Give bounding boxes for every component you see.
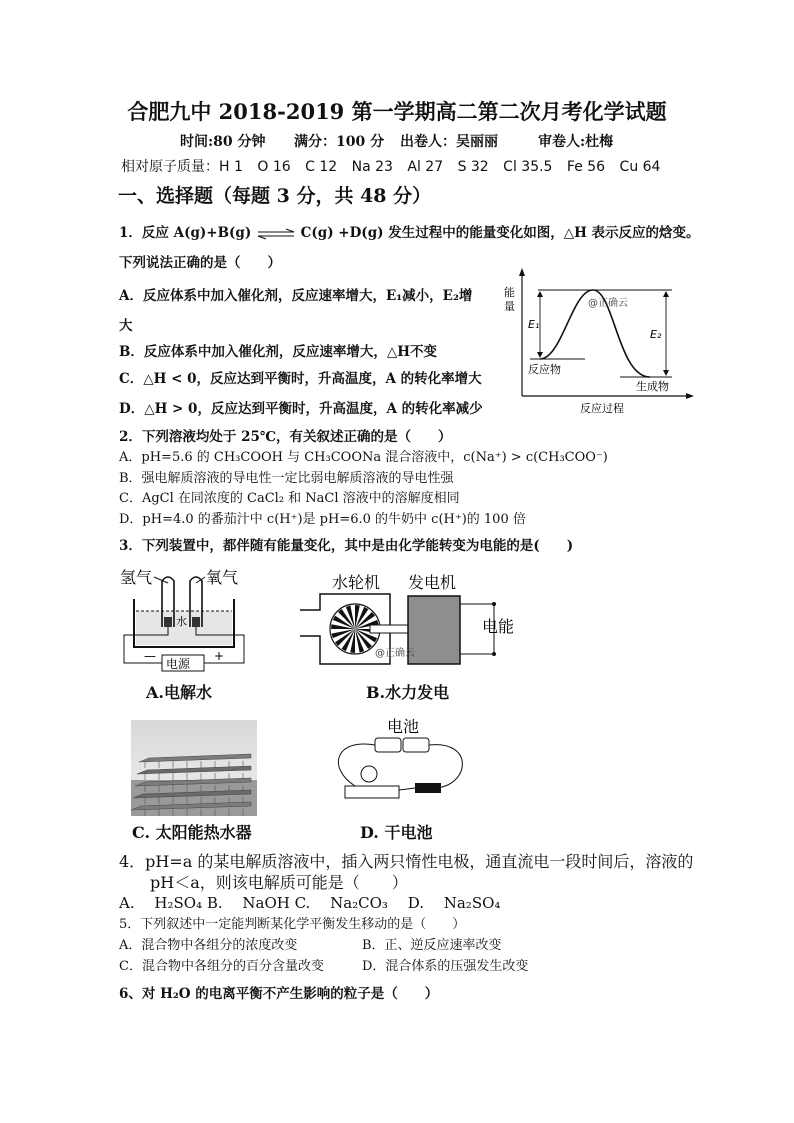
- q1-stem-part1: 1．反应 A(g)+B(g): [119, 225, 252, 241]
- atomic-masses: [121, 156, 670, 176]
- mass-item: S 32: [457, 159, 489, 175]
- section-title: 一、选择题（每题 3 分，共 48 分）: [118, 185, 432, 207]
- equilibrium-arrow-icon: [256, 228, 296, 240]
- exam-reviewer: 审卷人:杜梅: [538, 134, 614, 150]
- q2-option-b: B．强电解质溶液的导电性一定比弱电解质溶液的导电性强: [119, 471, 454, 486]
- fig-d-caption: D. 干电池: [360, 823, 433, 842]
- switch: [415, 783, 441, 793]
- q1-option-c: C．△H < 0，反应达到平衡时，升高温度，A 的转化率增大: [119, 371, 482, 387]
- q2-option-d: D．pH=4.0 的番茄汁中 c(H⁺)是 pH=6.0 的牛奶中 c(H⁺)的 100 倍: [119, 512, 526, 527]
- mass-item: Cl 35.5: [503, 159, 553, 175]
- y-label-2: 量: [504, 300, 515, 313]
- q4-stem: 4．pH=a 的某电解质溶液中，插入两只惰性电极，通直流电一段时间后，溶液的: [119, 852, 694, 871]
- q4-stem2: pH＜a，则该电解质可能是（ ）: [150, 873, 408, 892]
- q5-option-a: A．混合物中各组分的浓度改变: [119, 938, 298, 953]
- fig-b-caption: B.水力发电: [366, 683, 450, 702]
- e1-arrow-tail-icon: [537, 352, 543, 358]
- q6-stem: 6、对 H₂O 的电离平衡不产生影响的粒子是（ ）: [119, 986, 439, 1002]
- terminal-top: [492, 602, 496, 606]
- q4-options: A. H₂SO₄ B. NaOH C. Na₂CO₃ D. Na₂SO₄: [119, 894, 501, 912]
- exam-title: 合肥九中 2018-2019 第一学期高二第二次月考化学试题: [127, 99, 667, 124]
- generator-label: 发电机: [408, 573, 457, 592]
- q2-option-c: C．AgCl 在同浓度的 CaCl₂ 和 NaCl 溶液中的溶解度相同: [119, 491, 460, 506]
- mass-item: O 16: [257, 159, 291, 175]
- mass-item: 相对原子质量：H 1: [121, 159, 243, 175]
- solar-heater-photo: [131, 720, 257, 816]
- fig-a-caption: A.电解水: [146, 683, 212, 702]
- plus-label: +: [214, 649, 225, 663]
- mass-item: Al 27: [407, 159, 444, 175]
- exam-author: 出卷人：吴丽丽: [400, 134, 498, 150]
- x-axis-arrow-icon: [686, 393, 694, 399]
- e2-arrow-head-icon: [663, 291, 669, 297]
- mass-item: C 12: [305, 159, 338, 175]
- turbine-label: 水轮机: [332, 573, 381, 592]
- q1-option-a-cont: 大: [119, 318, 133, 334]
- energy-diagram: [500, 266, 696, 418]
- mass-item: Cu 64: [619, 159, 661, 175]
- q5-stem: 5．下列叙述中一定能判断某化学平衡发生移动的是（ ）: [119, 917, 466, 932]
- water-label: 水: [176, 615, 187, 628]
- y-label-1: 能: [504, 286, 515, 299]
- exam-score: 满分：100 分: [294, 134, 385, 150]
- q1-stem2: 下列说法正确的是（ ）: [119, 255, 281, 271]
- q1-option-b: B．反应体系中加入催化剂，反应速率增大，△H不变: [119, 344, 438, 360]
- watermark: @正确云: [588, 298, 628, 309]
- q1-stem: [119, 221, 700, 241]
- electrolysis-figure: [118, 565, 258, 677]
- q1-option-a: A．反应体系中加入催化剂，反应速率增大，E₁减小，E₂增: [119, 288, 473, 304]
- bulb-base: [345, 786, 399, 798]
- switch-wire: [399, 788, 415, 790]
- x-label: 反应过程: [580, 402, 624, 415]
- q2-option-a: A．pH=5.6 的 CH₃COOH 与 CH₃COONa 混合溶液中，c(Na⁺) > c(CH₃COO⁻): [119, 450, 608, 465]
- mass-item: Fe 56: [566, 159, 606, 175]
- y-axis-arrow-icon: [519, 268, 525, 276]
- generator-box: [408, 596, 460, 664]
- product-label: 生成物: [636, 380, 669, 393]
- cell-1: [375, 738, 401, 752]
- minus-label: —: [144, 649, 156, 663]
- q1-option-d: D．△H > 0，反应达到平衡时，升高温度，A 的转化率减少: [119, 401, 483, 417]
- mass-item: Na 23: [351, 159, 393, 175]
- q3-stem: 3．下列装置中，都伴随有能量变化，其中是由化学能转变为电能的是( ): [119, 538, 574, 554]
- q1-stem-part2: C(g) +D(g) 发生过程中的能量变化如图，△H 表示反应的焓变。: [300, 225, 700, 241]
- power-label: 电源: [166, 657, 191, 671]
- hydrogen-label: 氢气: [120, 568, 153, 587]
- reactant-label: 反应物: [528, 363, 561, 376]
- hydropower-figure: [300, 570, 530, 670]
- electrode-left: [164, 617, 172, 627]
- electric-label: 电能: [482, 617, 515, 636]
- electrode-right: [192, 617, 200, 627]
- q5-option-d: D．混合体系的压强发生改变: [362, 959, 529, 974]
- q5-option-b: B．正、逆反应速率改变: [362, 938, 502, 953]
- battery-label: 电池: [387, 717, 420, 736]
- terminal-bottom: [492, 652, 496, 656]
- cell-2: [403, 738, 429, 752]
- exam-time: 时间:80 分钟: [180, 134, 266, 150]
- fig-c-caption: C. 太阳能热水器: [132, 823, 252, 842]
- dry-cell-figure: [325, 716, 470, 806]
- e1-arrow-head-icon: [537, 291, 543, 297]
- q5-option-c: C．混合物中各组分的百分含量改变: [119, 959, 324, 974]
- watermark-b: @正确云: [375, 648, 415, 659]
- bulb: [361, 766, 377, 782]
- oxygen-label: 氧气: [206, 568, 239, 587]
- e1-label: E₁: [528, 318, 540, 331]
- q2-stem: 2．下列溶液均处于 25℃，有关叙述正确的是（ ）: [119, 429, 452, 445]
- e2-label: E₂: [650, 328, 662, 341]
- e2-arrow-tail-icon: [663, 370, 669, 376]
